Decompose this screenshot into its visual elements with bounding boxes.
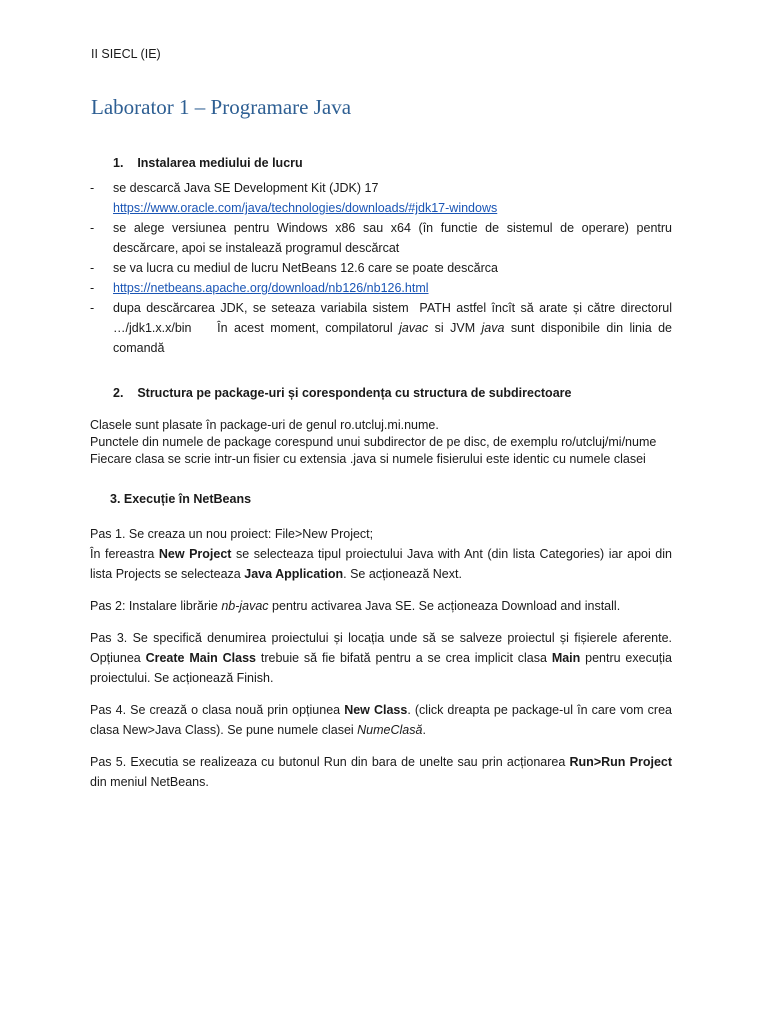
new-project-term: New Project [158,547,232,561]
bullet-netbeans-text: se va lucra cu mediul de lucru NetBeans 12.6 care se poate descărca [113,261,498,275]
bullet-netbeans-link [90,278,672,298]
pas-2-paragraph [90,596,672,616]
course-tag: II SIECL (IE) [91,47,161,61]
pas-4-text-2: . (click dreapta pe package-ul în care vom crea clasa New>Java Class). Se pune numele clasei [90,703,672,737]
pas-3-text-1: Pas 3. Se specifică denumirea proiectului și locația unde să se salveze proiectul și fișierele aferente. Opțiunea [90,631,672,665]
section-3-heading: 3. Execuție în NetBeans [110,492,252,506]
pas-4-paragraph [90,700,672,740]
nume-clasa-term: NumeClasă [357,723,423,737]
bullet-dash: - [90,301,95,315]
create-main-class-term: Create Main Class [145,651,257,665]
bullet-dash: - [90,261,95,275]
pas-1-text-1: În fereastra [90,547,159,561]
pas-2-text-1: Pas 2: Instalare librărie [90,599,222,613]
bullet-dash: - [90,181,95,195]
page-title: Laborator 1 – Programare Java [91,95,352,119]
javac-term: javac [399,321,429,335]
section-2-line-3: Fiecare clasa se scrie intr-un fisier cu extensia .java si numele fisierului este identic cu numele clasei [90,452,646,466]
section-2-text [90,417,690,468]
pas-1-paragraph [90,524,672,584]
new-class-term: New Class [344,703,408,717]
pas-3-paragraph [90,628,672,688]
pas-3-text-2: trebuie să fie bifată pentru a se crea implicit clasa [256,651,552,665]
oracle-jdk-link[interactable]: https://www.oracle.com/java/technologies/downloads/#jdk17-windows [113,201,498,215]
section-2-line-1: Clasele sunt plasate în package-uri de genul ro.utcluj.mi.nume. [90,418,439,432]
bullet-dash: - [90,221,95,235]
bullet-path-text-1: dupa descărcarea JDK, se seteaza variabila sistem PATH astfel încît să arate și către directorul …/jdk1.x.x/bin În acest moment, compilatorul [113,301,676,335]
pas-1-line-1: Pas 1. Se creaza un nou proiect: File>New Project; [90,527,374,541]
bullet-path-text-2: si JVM [428,321,482,335]
pas-5-text-1: Pas 5. Executia se realizeaza cu butonul Run din bara de unelte sau prin acționarea [90,755,570,769]
nb-javac-term: nb-javac [221,599,269,613]
section-2-line-2: Punctele din numele de package corespund unui subdirector de pe disc, de exemplu ro/utcluj/mi/nume [90,435,657,449]
pas-4-text-1: Pas 4. Se crează o clasa nouă prin opțiunea [90,703,345,717]
bullet-dash: - [90,281,95,295]
section-1-heading: 1. Instalarea mediului de lucru [113,156,303,170]
java-application-term: Java Application [244,567,344,581]
main-term: Main [551,651,581,665]
java-term: java [481,321,505,335]
bullet-jdk-download [90,178,672,218]
bullet-choose-version [90,218,672,258]
section-2-heading: 2. Structura pe package-uri și corespondența cu structura de subdirectoare [113,386,572,400]
bullet-jdk-text: se descarcă Java SE Development Kit (JDK) 17 [113,181,379,195]
pas-2-text-2: pentru activarea Java SE. Se acționeaza Download and install. [268,599,621,613]
pas-5-paragraph [90,752,672,792]
netbeans-download-link[interactable]: https://netbeans.apache.org/download/nb126/nb126.html [113,281,429,295]
bullet-netbeans [90,258,672,278]
bullet-choose-version-text: se alege versiunea pentru Windows x86 sau x64 (în functie de sistemul de operare) pentru descărcare, apoi se instalează programul descărcat [113,221,672,255]
bullet-path-text-3: sunt disponibile din linia de comandă [113,321,672,355]
bullet-path-setup [90,298,676,358]
pas-1-text-3: . Se acționează Next. [343,567,462,581]
pas-3-text-3: pentru execuția proiectului. Se acționează Finish. [90,651,672,685]
section-1-bullet-list [90,178,676,358]
pas-4-text-3: . [422,723,426,737]
run-project-term: Run>Run Project [569,755,673,769]
pas-5-text-2: din meniul NetBeans. [90,775,209,789]
pas-1-text-2: se selecteaza tipul proiectului Java with Ant (din lista Categories) iar apoi din lista Projects se selecteaza [90,547,672,581]
